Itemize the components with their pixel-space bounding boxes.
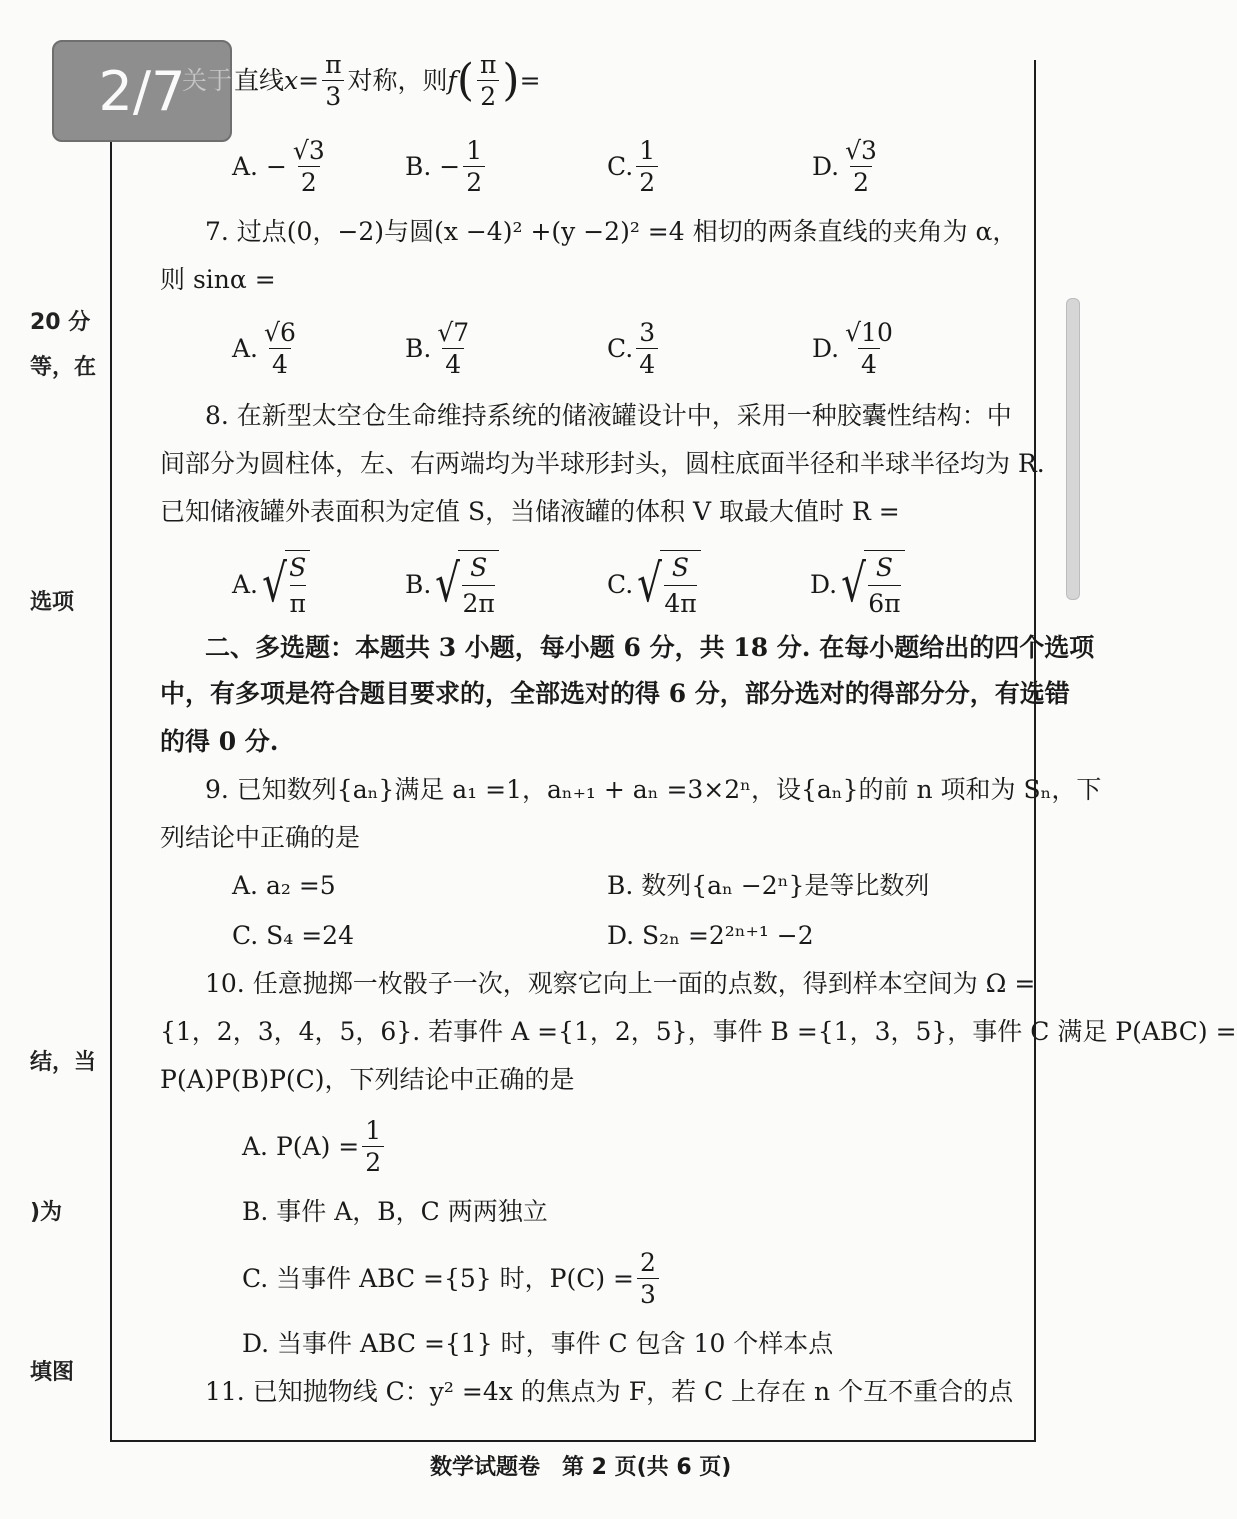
margin-note-3: 选项	[30, 590, 75, 615]
footer-rule	[110, 1440, 1036, 1442]
q10-line-1: 10. 任意抛掷一枚骰子一次，观察它向上一面的点数，得到样本空间为 Ω =	[205, 969, 1036, 998]
q6-text-a: 直线	[234, 65, 285, 95]
q8-line-2: 间部分为圆柱体，左、右两端均为半球形封头，圆柱底面半径和半球半径均为 R.	[160, 449, 1045, 478]
q7-line-2: 则 sinα =	[160, 265, 276, 294]
right-margin-line	[1034, 60, 1036, 1440]
q6-text-b: 对称，则	[347, 65, 448, 95]
q10-line-3: P(A)P(B)P(C)，下列结论中正确的是	[160, 1065, 575, 1094]
section-2-line-2: 中，有多项是符合题目要求的，全部选对的得 6 分，部分选对的得部分分，有选错	[160, 679, 1070, 708]
q7-option-b[interactable]: B. $\frac{√7}{4}$	[405, 318, 470, 379]
q6-text-c: =	[519, 65, 541, 95]
page-counter-text: 2/7	[98, 59, 186, 123]
q7-option-d[interactable]: D. $\frac{√10}{4}$	[812, 318, 893, 379]
q7-option-c[interactable]: C. $\frac{3}{4}$	[607, 320, 661, 377]
q6-option-b[interactable]: B. − $\frac{1}{2}$	[405, 138, 488, 195]
q10-option-c[interactable]: C. 当事件 ABC ={5} 时，P(C) = $\frac{2}{3}$	[242, 1250, 662, 1307]
q9-option-a[interactable]: A. a₂ =5	[232, 871, 336, 900]
q6-pi-over-3: $\frac{\pi}{3}$	[322, 52, 344, 109]
q6-faded-prefix: 关于	[182, 65, 233, 95]
q9-line-1: 9. 已知数列{aₙ}满足 a₁ =1，aₙ₊₁ + aₙ =3×2ⁿ，设{aₙ}的前 n 项和为 Sₙ，下	[205, 775, 1102, 804]
q6-option-d[interactable]: D. $\frac{√3}{2}$	[812, 136, 877, 197]
q6-stem: 关于 直线 x = $\frac{\pi}{3}$ 对称，则 f ( $\frac{\pi}{2}$ ) =	[182, 50, 541, 111]
q8-option-b[interactable]: B. √ S 2π	[405, 550, 499, 618]
margin-note-6: 填图	[30, 1360, 75, 1385]
margin-note-2: 等，在	[30, 355, 97, 380]
q9-line-2: 列结论中正确的是	[160, 823, 361, 852]
q6-eq: =	[298, 65, 320, 95]
section-2-line-3: 的得 0 分.	[160, 727, 279, 756]
margin-note-5: )为	[30, 1200, 63, 1225]
q8-line-1: 8. 在新型太空仓生命维持系统的储液罐设计中，采用一种胶囊性结构：中	[205, 401, 1012, 430]
q6-option-a[interactable]: A. − $\frac{√3}{2}$	[232, 136, 325, 197]
margin-note-4: 结，当	[30, 1050, 97, 1075]
q7-option-a[interactable]: A. $\frac{√6}{4}$	[232, 318, 296, 379]
q8-option-c[interactable]: C. √ S 4π	[607, 550, 701, 618]
q8-line-3: 已知储液罐外表面积为定值 S，当储液罐的体积 V 取最大值时 R =	[160, 497, 900, 526]
q6-f: f	[447, 65, 457, 95]
q10-option-d[interactable]: D. 当事件 ABC ={1} 时，事件 C 包含 10 个样本点	[242, 1329, 834, 1358]
scrollbar-thumb[interactable]	[1066, 298, 1080, 600]
q11-line-1: 11. 已知抛物线 C：y² =4x 的焦点为 F，若 C 上存在 n 个互不重合的点	[205, 1377, 1014, 1406]
q10-line-2: {1，2，3，4，5，6}. 若事件 A ={1，2，5}，事件 B ={1，3，5}，事件 C 满足 P(ABC) =	[160, 1017, 1237, 1046]
left-margin-line	[110, 60, 112, 1440]
q8-option-d[interactable]: D. √ S 6π	[810, 550, 905, 618]
margin-note-1: 20 分	[30, 310, 91, 335]
q10-option-b[interactable]: B. 事件 A，B，C 两两独立	[242, 1197, 548, 1226]
q9-option-d[interactable]: D. S₂ₙ =2²ⁿ⁺¹ −2	[607, 921, 814, 950]
page-footer: 数学试题卷 第 2 页(共 6 页)	[430, 1455, 732, 1480]
q7-line-1: 7. 过点(0，−2)与圆(x −4)² +(y −2)² =4 相切的两条直线的夹角为 α，	[205, 217, 1018, 246]
q6-x: x	[284, 65, 299, 95]
q8-option-a[interactable]: A. √ S π	[232, 550, 310, 618]
section-2-line-1: 二、多选题：本题共 3 小题，每小题 6 分，共 18 分. 在每小题给出的四个选项	[205, 633, 1095, 662]
q10-option-a[interactable]: A. P(A) = $\frac{1}{2}$	[242, 1118, 387, 1175]
q9-option-c[interactable]: C. S₄ =24	[232, 921, 354, 950]
q9-option-b[interactable]: B. 数列{aₙ −2ⁿ}是等比数列	[607, 871, 930, 900]
q6-option-c[interactable]: C. $\frac{1}{2}$	[607, 138, 661, 195]
q6-pi-over-2: $\frac{\pi}{2}$	[477, 52, 499, 109]
